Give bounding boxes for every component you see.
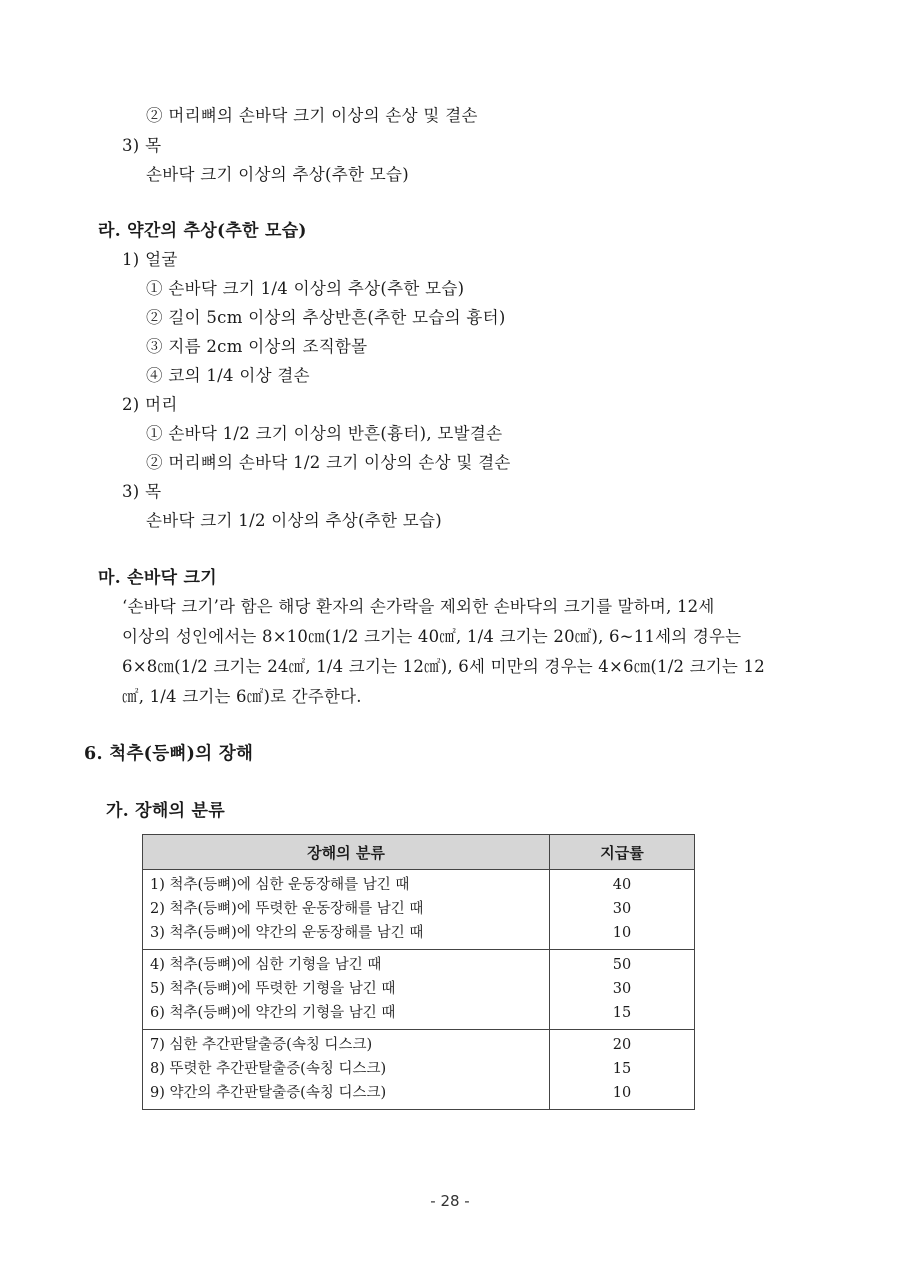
section-ra-title: 라. 약간의 추상(추한 모습) [98, 221, 307, 241]
page-number: - 28 - [430, 1192, 470, 1210]
section-ma-title: 마. 손바닥 크기 [98, 568, 217, 588]
classification-item: 9) 약간의 추간판탈출증(속칭 디스크) [150, 1085, 387, 1101]
classification-cell [143, 1030, 550, 1110]
classification-item: 2) 척추(등뼈)에 뚜렷한 운동장해를 남긴 때 [150, 901, 424, 917]
paragraph-line: ‘손바닥 크기’라 함은 해당 환자의 손가락을 제외한 손바닥의 크기를 말하며, 12세 [122, 597, 715, 616]
head-item: ② 머리뼈의 손바닥 1/2 크기 이상의 손상 및 결손 [146, 453, 511, 472]
neck-heading: 3) 목 [122, 482, 162, 501]
rate-value: 10 [612, 1085, 632, 1101]
rate-value: 15 [612, 1061, 632, 1077]
skull-damage-item: ② 머리뼈의 손바닥 크기 이상의 손상 및 결손 [146, 106, 478, 125]
rate-value: 10 [612, 925, 632, 941]
classification-item: 7) 심한 추간판탈출증(속칭 디스크) [150, 1037, 373, 1053]
classification-item: 4) 척추(등뼈)에 심한 기형을 남긴 때 [150, 957, 382, 973]
classification-item: 1) 척추(등뼈)에 심한 운동장해를 남긴 때 [150, 877, 410, 893]
rate-value: 30 [612, 901, 632, 917]
face-heading: 1) 얼굴 [122, 250, 178, 269]
section-6-subtitle: 가. 장해의 분류 [106, 801, 225, 821]
paragraph-line: ㎠, 1/4 크기는 6㎠)로 간주한다. [122, 687, 362, 706]
palm-size-paragraph [122, 592, 817, 712]
face-item: ④ 코의 1/4 이상 결손 [146, 366, 310, 385]
face-item: ① 손바닥 크기 1/4 이상의 추상(추한 모습) [146, 279, 465, 298]
rate-cell [550, 950, 695, 1030]
classification-item: 3) 척추(등뼈)에 약간의 운동장해를 남긴 때 [150, 925, 424, 941]
table-row-group [143, 950, 695, 1030]
column-header-rate: 지급률 [550, 835, 695, 870]
column-header-classification: 장해의 분류 [143, 835, 550, 870]
section-6-title: 6. 척추(등뼈)의 장해 [84, 744, 254, 764]
neck-item: 손바닥 크기 1/2 이상의 추상(추한 모습) [146, 511, 442, 530]
head-heading: 2) 머리 [122, 395, 178, 414]
table-row-group [143, 1030, 695, 1110]
disability-rate-table [142, 834, 695, 1110]
neck-item: 손바닥 크기 이상의 추상(추한 모습) [146, 165, 409, 184]
classification-item: 5) 척추(등뼈)에 뚜렷한 기형을 남긴 때 [150, 981, 396, 997]
classification-item: 8) 뚜렷한 추간판탈출증(속칭 디스크) [150, 1061, 387, 1077]
classification-cell [143, 870, 550, 950]
rate-value: 40 [612, 877, 632, 893]
head-item: ① 손바닥 1/2 크기 이상의 반흔(흉터), 모발결손 [146, 424, 503, 443]
rate-cell [550, 870, 695, 950]
face-item: ② 길이 5cm 이상의 추상반흔(추한 모습의 흉터) [146, 308, 506, 327]
rate-value: 15 [612, 1005, 632, 1021]
classification-item: 6) 척추(등뼈)에 약간의 기형을 남긴 때 [150, 1005, 396, 1021]
paragraph-line: 6×8㎝(1/2 크기는 24㎠, 1/4 크기는 12㎠), 6세 미만의 경우는 4×6㎝(1/2 크기는 12 [122, 657, 765, 676]
face-item: ③ 지름 2cm 이상의 조직함몰 [146, 337, 368, 356]
table-header-row [143, 835, 695, 870]
paragraph-line: 이상의 성인에서는 8×10㎝(1/2 크기는 40㎠, 1/4 크기는 20㎠), 6~11세의 경우는 [122, 627, 742, 646]
neck-heading: 3) 목 [122, 136, 162, 155]
rate-value: 30 [612, 981, 632, 997]
classification-cell [143, 950, 550, 1030]
rate-cell [550, 1030, 695, 1110]
rate-value: 20 [612, 1037, 632, 1053]
rate-value: 50 [612, 957, 632, 973]
table-row-group [143, 870, 695, 950]
